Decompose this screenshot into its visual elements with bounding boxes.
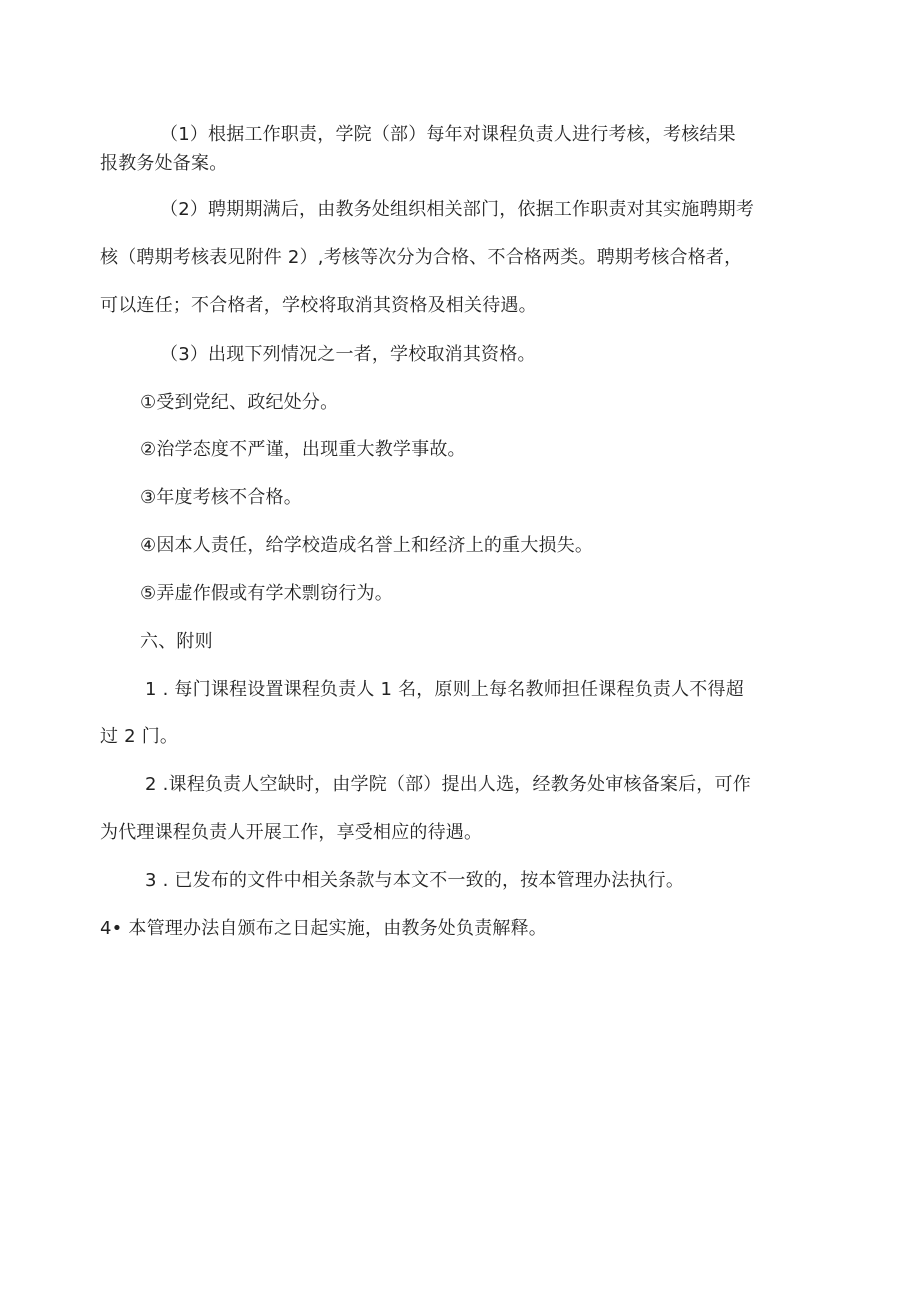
list-item-2: ②治学态度不严谨，出现重大教学事故。 bbox=[140, 439, 466, 460]
paragraph-2-line-2: 核（聘期考核表见附件 2）,考核等次分为合格、不合格两类。聘期考核合格者， bbox=[100, 247, 743, 268]
paragraph-3-line-1: （3）出现下列情况之一者，学校取消其资格。 bbox=[160, 344, 536, 365]
paragraph-2-line-1: （2）聘期期满后，由教务处组织相关部门，依据工作职责对其实施聘期考 bbox=[160, 199, 755, 220]
appendix-item-3: 3 . 已发布的文件中相关条款与本文不一致的，按本管理办法执行。 bbox=[145, 870, 685, 891]
section-heading: 六、附则 bbox=[140, 631, 213, 652]
paragraph-1-line-2: 报教务处备案。 bbox=[100, 153, 228, 174]
list-item-1: ①受到党纪、政纪处分。 bbox=[140, 392, 339, 413]
paragraph-1-line-1: （1）根据工作职责，学院（部）每年对课程负责人进行考核，考核结果 bbox=[160, 124, 736, 145]
appendix-item-1-line-1: 1 . 每门课程设置课程负责人 1 名，原则上每名教师担任课程负责人不得超 bbox=[145, 679, 744, 700]
paragraph-2-line-3: 可以连任；不合格者，学校将取消其资格及相关待遇。 bbox=[100, 295, 537, 316]
list-item-3: ③年度考核不合格。 bbox=[140, 487, 302, 508]
appendix-item-1-line-2: 过 2 门。 bbox=[100, 726, 179, 747]
appendix-item-4: 4• 本管理办法自颁布之日起实施，由教务处负责解释。 bbox=[100, 918, 547, 939]
list-item-5: ⑤弄虚作假或有学术剽窃行为。 bbox=[140, 583, 393, 604]
appendix-item-2-line-2: 为代理课程负责人开展工作，享受相应的待遇。 bbox=[100, 822, 483, 843]
list-item-4: ④因本人责任，给学校造成名誉上和经济上的重大损失。 bbox=[140, 535, 594, 556]
appendix-item-2-line-1: 2 .课程负责人空缺时，由学院（部）提出人选，经教务处审核备案后，可作 bbox=[145, 774, 751, 795]
